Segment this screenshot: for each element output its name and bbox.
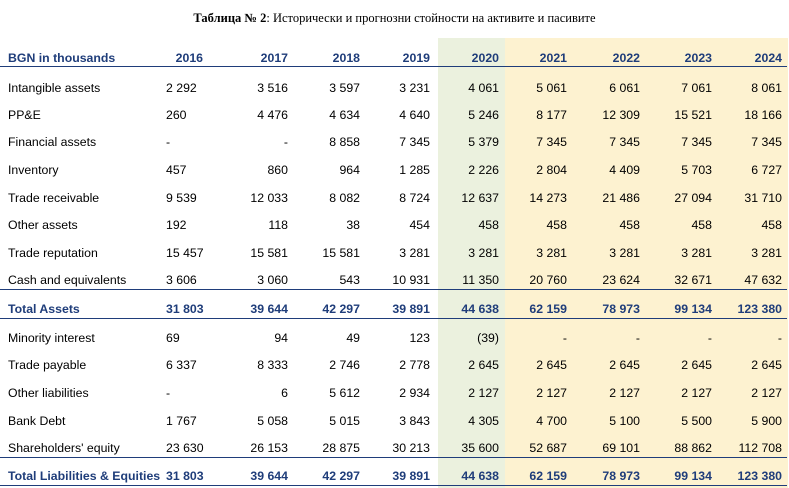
row-label: PP&E	[8, 108, 41, 122]
cell-2022: 5 100	[609, 414, 640, 428]
cell-2023: 7 061	[681, 81, 712, 95]
liability-row	[0, 411, 789, 431]
asset-row	[0, 215, 789, 235]
cell-2020: 4 061	[468, 81, 499, 95]
cell-2022: 2022	[612, 51, 640, 65]
cell-2018: 5 612	[329, 386, 360, 400]
cell-2022: 6 061	[609, 81, 640, 95]
cell-2022: 3 281	[609, 246, 640, 260]
cell-2019: 454	[409, 218, 430, 232]
cell-2016: 2016	[175, 51, 203, 65]
total-assets-row	[0, 299, 789, 319]
cell-2020: 5 379	[468, 135, 499, 149]
cell-2021: 20 760	[529, 273, 567, 287]
cell-2020: 44 638	[461, 469, 499, 483]
cell-2016: 31 803	[166, 302, 204, 316]
cell-2016: 9 539	[166, 191, 197, 205]
cell-2023: 27 094	[674, 191, 712, 205]
cell-2023: 2 127	[681, 386, 712, 400]
cell-2017: 94	[274, 331, 288, 345]
cell-2024: -	[777, 331, 782, 345]
row-label: Trade payable	[8, 358, 87, 372]
cell-2021: 5 061	[536, 81, 567, 95]
cell-2016: 31 803	[166, 469, 204, 483]
cell-2020: 2 226	[468, 163, 499, 177]
cell-2017: 860	[267, 163, 288, 177]
liability-row	[0, 383, 789, 403]
cell-2024: 2024	[754, 51, 782, 65]
cell-2018: 8 082	[329, 191, 360, 205]
row-label: Minority interest	[8, 331, 95, 345]
cell-2019: 10 931	[392, 273, 430, 287]
table-title: : Исторически и прогнозни стойности на активите и пасивите	[266, 11, 596, 25]
cell-2020: (39)	[477, 331, 499, 345]
cell-2021: 62 159	[529, 302, 567, 316]
asset-row	[0, 132, 789, 152]
cell-2019: 39 891	[392, 302, 430, 316]
cell-2024: 3 281	[751, 246, 782, 260]
cell-2018: 8 858	[329, 135, 360, 149]
cell-2018: 543	[339, 273, 360, 287]
cell-2021: 2021	[539, 51, 567, 65]
cell-2016: 3 606	[166, 273, 197, 287]
cell-2021: 4 700	[536, 414, 567, 428]
cell-2017: 4 476	[257, 108, 288, 122]
cell-2023: 2 645	[681, 358, 712, 372]
cell-2021: -	[562, 331, 567, 345]
table-number: Таблица № 2	[193, 11, 267, 25]
asset-row	[0, 105, 789, 125]
cell-2022: 2 127	[609, 386, 640, 400]
cell-2024: 31 710	[744, 191, 782, 205]
cell-2024: 8 061	[751, 81, 782, 95]
cell-2018: 15 581	[322, 246, 360, 260]
cell-2018: 42 297	[322, 302, 360, 316]
cell-2017: 2017	[260, 51, 288, 65]
cell-2021: 2 127	[536, 386, 567, 400]
cell-2019: 30 213	[392, 441, 430, 455]
cell-2022: 69 101	[602, 441, 640, 455]
cell-2023: 15 521	[674, 108, 712, 122]
cell-2023: 99 134	[674, 302, 712, 316]
cell-2024: 5 900	[751, 414, 782, 428]
total-assets-bottom-rule	[0, 318, 787, 319]
cell-2017: 6	[281, 386, 288, 400]
cell-2016: 2 292	[166, 81, 197, 95]
cell-2022: 78 973	[602, 302, 640, 316]
cell-2017: -	[283, 135, 288, 149]
cell-2024: 7 345	[751, 135, 782, 149]
total-liabilities-bottom-rule	[0, 485, 787, 486]
cell-2020: 35 600	[461, 441, 499, 455]
cell-2023: 458	[691, 218, 712, 232]
cell-2021: 62 159	[529, 469, 567, 483]
cell-2023: -	[707, 331, 712, 345]
cell-2017: 39 644	[250, 469, 288, 483]
asset-row	[0, 188, 789, 208]
liability-row	[0, 328, 789, 348]
cell-2016: -	[166, 135, 171, 149]
row-label: Financial assets	[8, 135, 97, 149]
row-label: Other liabilities	[8, 386, 89, 400]
cell-2019: 2 934	[399, 386, 430, 400]
cell-2021: 8 177	[536, 108, 567, 122]
cell-2022: 21 486	[602, 191, 640, 205]
cell-2020: 11 350	[462, 273, 499, 287]
row-label: Other assets	[8, 218, 78, 232]
cell-2023: 2023	[684, 51, 712, 65]
cell-2016: 1 767	[166, 414, 197, 428]
cell-2022: 12 309	[602, 108, 640, 122]
cell-2017: 118	[268, 218, 288, 232]
cell-2022: 7 345	[609, 135, 640, 149]
column-header-row	[0, 48, 789, 68]
cell-2019: 123	[409, 331, 430, 345]
cell-2021: 458	[546, 218, 567, 232]
cell-2016: 69	[166, 331, 180, 345]
cell-2017: 15 581	[250, 246, 288, 260]
cell-2021: 52 687	[529, 441, 567, 455]
cell-2018: 964	[339, 163, 360, 177]
total-liabilities-top-rule	[0, 457, 787, 458]
cell-2018: 2018	[332, 51, 360, 65]
cell-2019: 39 891	[392, 469, 430, 483]
asset-row	[0, 78, 789, 98]
cell-2020: 2 645	[468, 358, 499, 372]
cell-2023: 99 134	[674, 469, 712, 483]
cell-2018: 2 746	[329, 358, 360, 372]
cell-2022: 458	[619, 218, 640, 232]
cell-2016: -	[166, 386, 171, 400]
cell-2024: 123 380	[737, 302, 782, 316]
cell-2022: 4 409	[609, 163, 640, 177]
cell-2017: 5 058	[257, 414, 288, 428]
row-label: Total Liabilities & Equities	[8, 469, 161, 483]
cell-2018: 4 634	[329, 108, 360, 122]
cell-2024: 2 645	[751, 358, 782, 372]
cell-2019: 4 640	[399, 108, 430, 122]
cell-2019: 2 778	[399, 358, 430, 372]
row-label: Trade receivable	[8, 191, 100, 205]
cell-2017: 8 333	[257, 358, 288, 372]
cell-2023: 5 703	[681, 163, 712, 177]
cell-2020: 2020	[471, 51, 499, 65]
cell-2024: 112 708	[738, 441, 782, 455]
cell-2017: 3 516	[257, 81, 288, 95]
total-liabilities-row	[0, 466, 789, 486]
cell-2018: 38	[346, 218, 360, 232]
cell-2020: 3 281	[468, 246, 499, 260]
total-assets-top-rule	[0, 289, 787, 290]
cell-2020: 12 637	[461, 191, 499, 205]
cell-2020: 2 127	[468, 386, 499, 400]
cell-2019: 3 843	[399, 414, 430, 428]
cell-2017: 39 644	[250, 302, 288, 316]
cell-2023: 3 281	[681, 246, 712, 260]
cell-2024: 18 166	[744, 108, 782, 122]
cell-2022: 2 645	[609, 358, 640, 372]
cell-2022: 23 624	[602, 273, 640, 287]
cell-2016: 15 457	[166, 246, 204, 260]
row-label: Total Assets	[8, 302, 80, 316]
cell-2021: 14 273	[529, 191, 567, 205]
cell-2021: 3 281	[536, 246, 567, 260]
cell-2024: 123 380	[737, 469, 782, 483]
cell-2020: 44 638	[461, 302, 499, 316]
cell-2019: 1 285	[399, 163, 430, 177]
row-label: BGN in thousands	[8, 51, 116, 65]
cell-2019: 3 231	[399, 81, 430, 95]
cell-2023: 5 500	[681, 414, 712, 428]
cell-2018: 49	[346, 331, 360, 345]
cell-2023: 32 671	[674, 273, 712, 287]
cell-2023: 7 345	[681, 135, 712, 149]
cell-2019: 3 281	[399, 246, 430, 260]
cell-2017: 26 153	[250, 441, 288, 455]
cell-2021: 7 345	[536, 135, 567, 149]
cell-2020: 4 305	[468, 414, 499, 428]
cell-2016: 23 630	[166, 441, 204, 455]
cell-2018: 3 597	[329, 81, 360, 95]
cell-2021: 2 804	[536, 163, 567, 177]
header-rule	[0, 66, 787, 67]
cell-2022: 78 973	[602, 469, 640, 483]
cell-2018: 42 297	[322, 469, 360, 483]
row-label: Inventory	[8, 163, 59, 177]
row-label: Shareholders' equity	[8, 441, 120, 455]
row-label: Trade reputation	[8, 246, 98, 260]
asset-row	[0, 270, 789, 290]
cell-2019: 2019	[402, 51, 430, 65]
cell-2016: 457	[166, 163, 187, 177]
cell-2022: -	[635, 331, 640, 345]
cell-2019: 7 345	[399, 135, 430, 149]
asset-row	[0, 243, 789, 263]
cell-2024: 47 632	[744, 273, 782, 287]
cell-2017: 12 033	[250, 191, 288, 205]
cell-2016: 260	[166, 108, 187, 122]
cell-2024: 458	[761, 218, 782, 232]
cell-2017: 3 060	[257, 273, 288, 287]
cell-2016: 192	[166, 218, 187, 232]
cell-2024: 2 127	[751, 386, 782, 400]
liability-row	[0, 438, 789, 458]
cell-2018: 28 875	[322, 441, 360, 455]
table-caption	[0, 11, 789, 26]
row-label: Bank Debt	[8, 414, 66, 428]
cell-2023: 88 862	[674, 441, 712, 455]
row-label: Cash and equivalents	[8, 273, 127, 287]
cell-2018: 5 015	[329, 414, 360, 428]
cell-2020: 458	[478, 218, 499, 232]
asset-row	[0, 160, 789, 180]
cell-2016: 6 337	[166, 358, 197, 372]
cell-2020: 5 246	[468, 108, 499, 122]
row-label: Intangible assets	[8, 81, 101, 95]
cell-2021: 2 645	[536, 358, 567, 372]
cell-2024: 6 727	[751, 163, 782, 177]
liability-row	[0, 355, 789, 375]
cell-2019: 8 724	[399, 191, 430, 205]
